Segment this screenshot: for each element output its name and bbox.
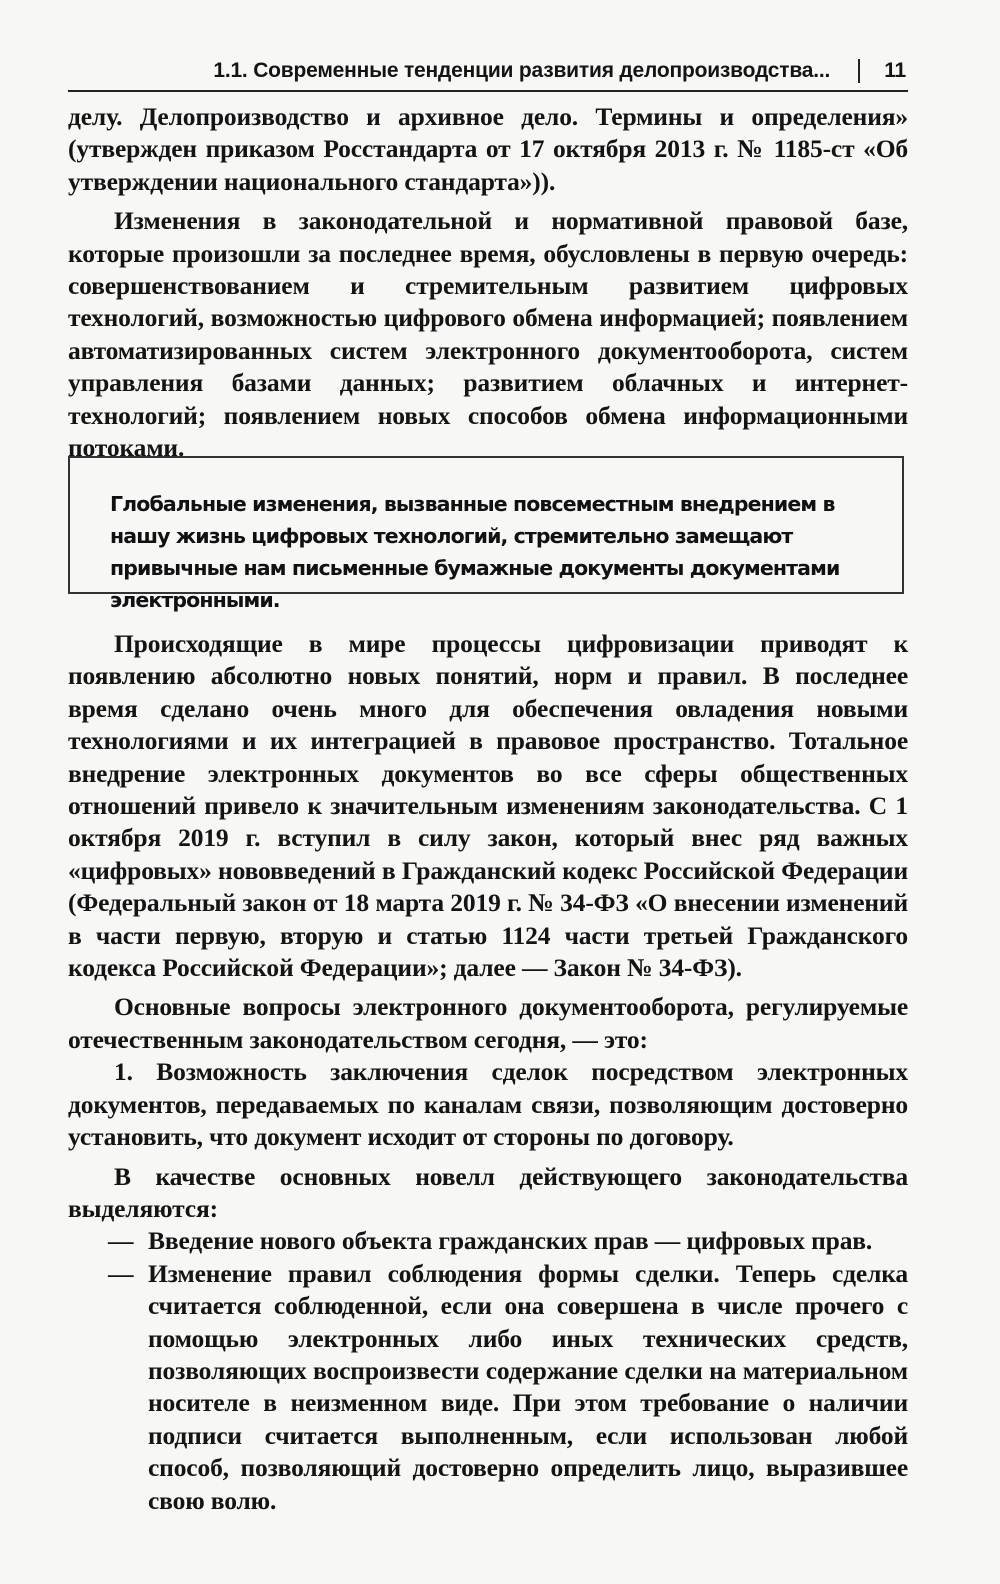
- page-number: 11: [884, 59, 906, 82]
- list-item: [68, 1225, 908, 1257]
- list-dash: —: [108, 1226, 134, 1256]
- paragraph-numbered-item-1: 1. Возможность заключения сделок посредством электронных документов, передаваемых по каналам связи, позволяющим достоверно установить, что документ исходит от стороны по договору.: [68, 1057, 908, 1152]
- text-block-top: [68, 101, 908, 464]
- paragraph-legislation-changes: Изменения в законодательной и нормативной правовой базе, которые произошли за последнее время, обусловлены в первую очередь: совершенствованием и стремительным развитием цифровых технологий, возможностью цифрового обмена информацией; появлением автоматизированных систем электронного документооборота, систем управления базами данных; развитием облачных и интернет-технологий; появлением новых способов обмена информационными потоками.: [68, 206, 908, 463]
- list-item: [68, 1258, 908, 1517]
- running-header: [68, 52, 908, 92]
- list-dash: —: [108, 1258, 134, 1288]
- paragraph-digitalization: Происходящие в мире процессы цифровизации приводят к появлению абсолютно новых понятий, норм и правил. В последнее время сделано очень много для обеспечения овладения новыми технологиями и их интеграцией в правовое пространство. Тотальное внедрение электронных документов во все сферы общественных отношений привело к значительным изменениям законодательства. С 1 октября 2019 г. вступил в силу закон, который внес ряд важных «цифровых» нововведений в Гражданский кодекс Российской Федерации (Федеральный закон от 18 марта 2019 г. № 34-ФЗ «О внесении изменений в части первую, вторую и статью 1124 части третьей Гражданского кодекса Российской Федерации»; далее — Закон № 34-ФЗ).: [68, 629, 908, 983]
- book-page: [68, 0, 908, 1584]
- header-separator: [858, 59, 860, 83]
- novels-list: [68, 1225, 908, 1517]
- text-block-bottom: [68, 628, 908, 1517]
- running-title: 1.1. Современные тенденции развития делопроизводства...: [213, 59, 831, 82]
- list-item-text: Изменение правил соблюдения формы сделки. Теперь сделка считается соблюденной, если она совершена в числе прочего с помощью электронных либо иных технических средств, позволяющих воспроизвести содержание сделки на материальном носителе в неизменном виде. При этом требование о наличии подписи считается выполненным, если использован любой способ, позволяющий достоверно определить лицо, выразившее свою волю.: [148, 1258, 908, 1515]
- callout-box: [68, 456, 904, 612]
- callout-text: Глобальные изменения, вызванные повсеместным внедрением в нашу жизнь цифровых технологий, стремительно замещают привычные нам письменные бумажные документы документами электронными.: [110, 492, 840, 612]
- paragraph-main-questions: Основные вопросы электронного документооборота, регулируемые отечественным законодательством сегодня, — это:: [68, 992, 908, 1054]
- paragraph-novels-intro: В качестве основных новелл действующего законодательства выделяются:: [68, 1161, 908, 1223]
- paragraph-continuation: делу. Делопроизводство и архивное дело. Термины и определения» (утвержден приказом Росстандарта от 17 октября 2013 г. № 1185-ст «Об утверждении национального стандарта»)).: [68, 102, 908, 196]
- list-item-text: Введение нового объекта гражданских прав — цифровых прав.: [148, 1226, 873, 1256]
